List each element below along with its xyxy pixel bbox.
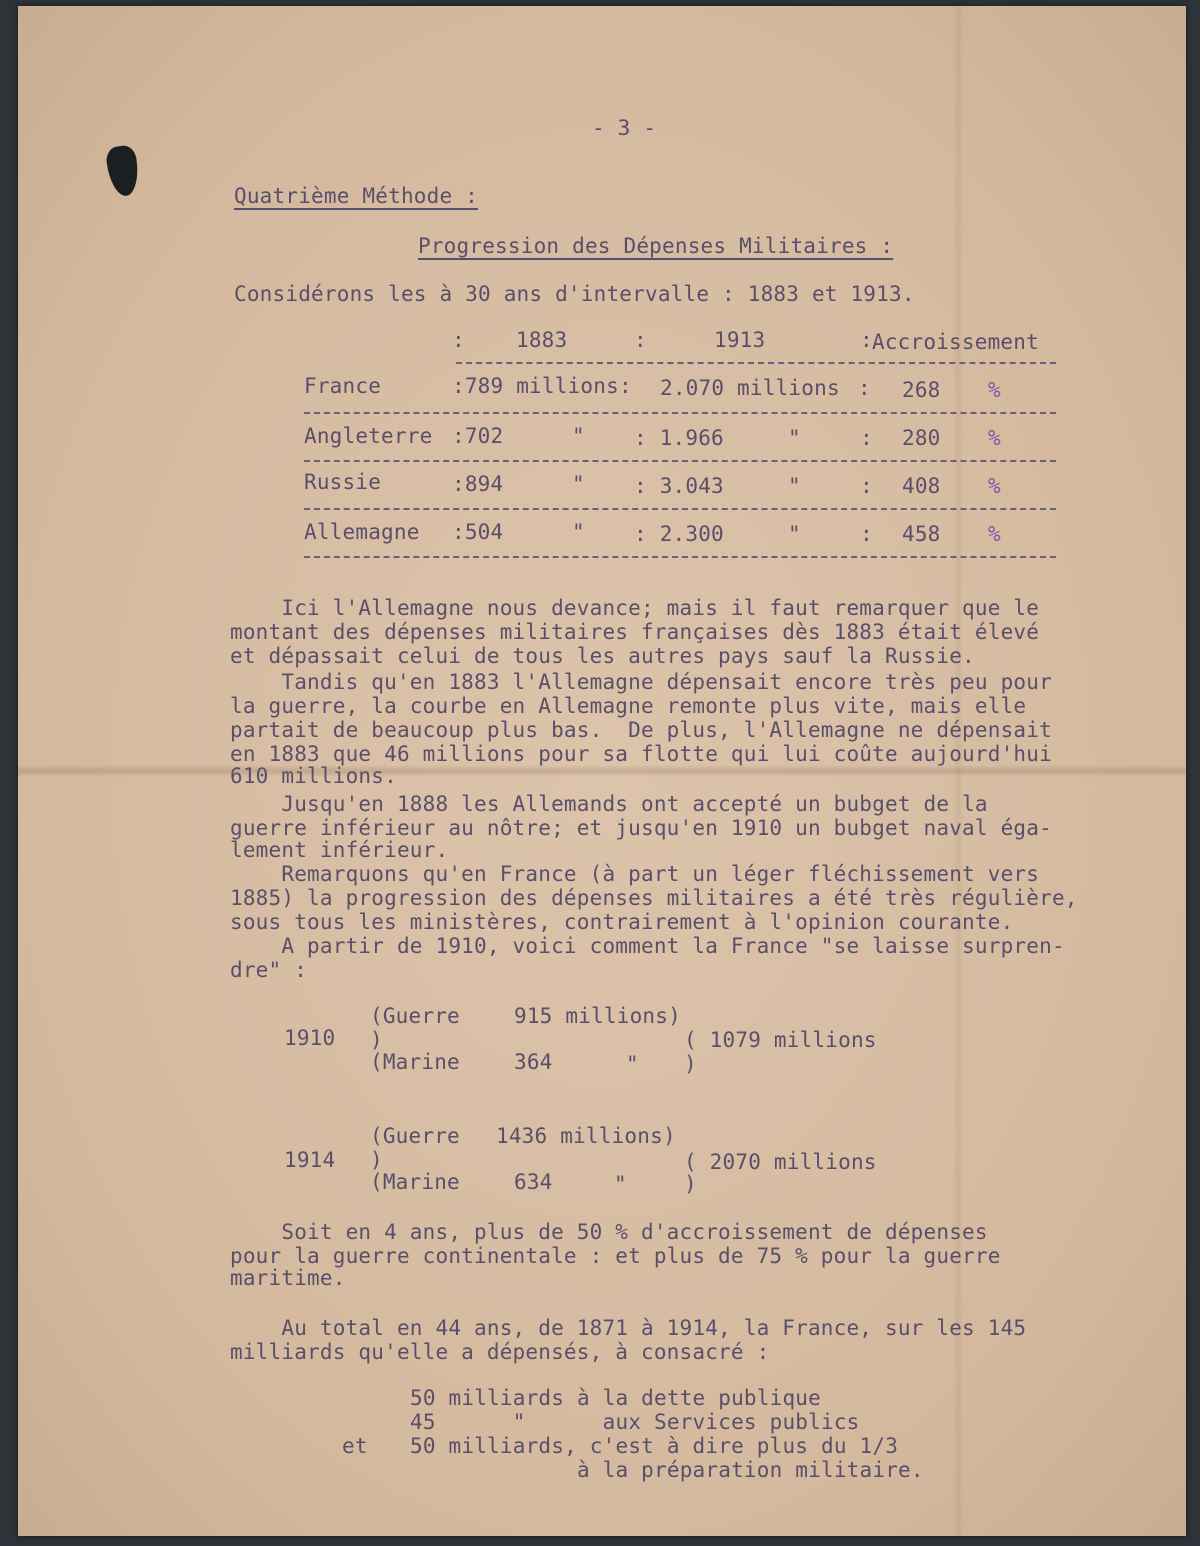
value-increase: 280: [902, 426, 941, 450]
guerre-value: 915 millions): [514, 1004, 681, 1028]
value-1913: 1.966: [659, 426, 724, 450]
value-1883: 702: [464, 424, 504, 448]
marine-value: 634: [514, 1170, 553, 1194]
table-rule: [304, 508, 1056, 510]
allocation-line: 45 " aux Services publics: [410, 1410, 860, 1434]
ditto-mark: ": [572, 424, 585, 448]
body-line: 1885) la progression des dépenses militaires a été très régulière,: [230, 886, 1078, 910]
cell-1883: :894: [452, 472, 504, 496]
ditto-mark: ": [614, 1172, 627, 1196]
country-name: Allemagne: [304, 520, 420, 544]
ditto-mark: ": [788, 426, 801, 450]
table-rule: [456, 362, 1056, 364]
col-sep: :: [452, 328, 465, 352]
guerre-label: (Guerre: [370, 1124, 460, 1148]
value-1883: 504: [464, 520, 504, 544]
bracket: ): [370, 1028, 383, 1052]
marine-value: 364: [514, 1050, 553, 1074]
page-number: - 3 -: [592, 116, 657, 140]
allocation-line: à la préparation militaire.: [410, 1458, 924, 1482]
total-value: ( 1079 millions: [684, 1028, 877, 1052]
body-line: maritime.: [230, 1266, 346, 1290]
ditto-mark: ": [572, 520, 585, 544]
guerre-value: 1436 millions): [496, 1124, 676, 1148]
country-name: Russie: [304, 470, 382, 494]
total-value: ( 2070 millions: [684, 1150, 877, 1174]
col-sep: :: [860, 522, 873, 546]
table-rule: [304, 460, 1056, 462]
bracket: ): [684, 1172, 697, 1196]
header-1883: 1883: [516, 328, 568, 352]
body-line: Au total en 44 ans, de 1871 à 1914, la France, sur les 145: [230, 1316, 1027, 1340]
body-line: A partir de 1910, voici comment la France "se laisse surpren-: [230, 934, 1065, 958]
ditto-mark: ": [788, 474, 801, 498]
col-sep: :: [634, 328, 647, 352]
year-label: 1914: [284, 1148, 336, 1172]
body-line: montant des dépenses militaires françaises dès 1883 était élevé: [230, 620, 1040, 644]
body-line: sous tous les ministères, contrairement à l'opinion courante.: [230, 910, 1014, 934]
body-line: Tandis qu'en 1883 l'Allemagne dépensait encore très peu pour: [230, 670, 1052, 694]
col-sep: :: [860, 474, 873, 498]
value-1883: 894: [464, 472, 504, 496]
cell-1883: :504: [452, 520, 504, 544]
percent-sign: %: [988, 474, 1001, 498]
ditto-mark: ": [788, 522, 801, 546]
body-line: lement inférieur.: [230, 838, 449, 862]
country-name: France: [304, 374, 382, 398]
cell-1883: :789 millions:: [452, 374, 632, 398]
body-line: guerre inférieur au nôtre; et jusqu'en 1910 un bubget naval éga-: [230, 816, 1052, 840]
header-increase: Accroissement: [872, 330, 1039, 354]
value-increase: 458: [902, 522, 941, 546]
col-sep: :: [860, 426, 873, 450]
intro-line: Considérons les à 30 ans d'intervalle : 1883 et 1913.: [234, 282, 915, 306]
body-line: Ici l'Allemagne nous devance; mais il faut remarquer que le: [230, 596, 1040, 620]
body-line: partait de beaucoup plus bas. De plus, l'Allemagne ne dépensait: [230, 718, 1052, 742]
cell-1913: : 2.300: [634, 522, 724, 546]
body-line: en 1883 que 46 millions pour sa flotte qui lui coûte aujourd'hui: [230, 742, 1052, 766]
col-sep: :: [860, 328, 873, 352]
body-line: Soit en 4 ans, plus de 50 % d'accroissement de dépenses: [230, 1220, 988, 1244]
allocation-line: 50 milliards à la dette publique: [410, 1386, 821, 1410]
table-rule: [304, 412, 1056, 414]
header-1913: 1913: [714, 328, 766, 352]
body-line: et dépassait celui de tous les autres pays sauf la Russie.: [230, 644, 975, 668]
value-increase: 268: [902, 378, 941, 402]
punch-hole: [105, 144, 142, 198]
cell-1883: :702: [452, 424, 504, 448]
ditto-mark: ": [626, 1052, 639, 1076]
guerre-label: (Guerre: [370, 1004, 460, 1028]
marine-label: (Marine: [370, 1170, 460, 1194]
percent-sign: %: [988, 426, 1001, 450]
body-line: 610 millions.: [230, 764, 397, 788]
bracket: ): [684, 1052, 697, 1076]
percent-sign: %: [988, 522, 1001, 546]
year-label: 1910: [284, 1026, 336, 1050]
bracket: ): [370, 1148, 383, 1172]
value-1883: 789 millions: [464, 374, 619, 398]
value-increase: 408: [902, 474, 941, 498]
section-heading: Quatrième Méthode :: [234, 184, 479, 208]
allocation-line: 50 milliards, c'est à dire plus du 1/3: [410, 1434, 899, 1458]
percent-sign: %: [988, 378, 1001, 402]
value-1913: 2.070 millions: [660, 376, 840, 400]
col-sep: :: [858, 376, 871, 400]
country-name: Angleterre: [304, 424, 433, 448]
value-1913: 3.043: [659, 474, 724, 498]
body-line: la guerre, la courbe en Allemagne remonte plus vite, mais elle: [230, 694, 1027, 718]
cell-1913: : 3.043: [634, 474, 724, 498]
body-line: dre" :: [230, 958, 308, 982]
table-rule: [304, 556, 1056, 558]
body-line: Remarquons qu'en France (à part un léger fléchissement vers: [230, 862, 1040, 886]
allocation-conjunction: et: [342, 1434, 368, 1458]
marine-label: (Marine: [370, 1050, 460, 1074]
value-1913: 2.300: [659, 522, 724, 546]
body-line: Jusqu'en 1888 les Allemands ont accepté un bubget de la: [230, 792, 988, 816]
body-line: pour la guerre continentale : et plus de 75 % pour la guerre: [230, 1244, 1001, 1268]
subheading: Progression des Dépenses Militaires :: [418, 234, 894, 258]
cell-1913: : 1.966: [634, 426, 724, 450]
body-line: milliards qu'elle a dépensés, à consacré :: [230, 1340, 770, 1364]
ditto-mark: ": [572, 472, 585, 496]
